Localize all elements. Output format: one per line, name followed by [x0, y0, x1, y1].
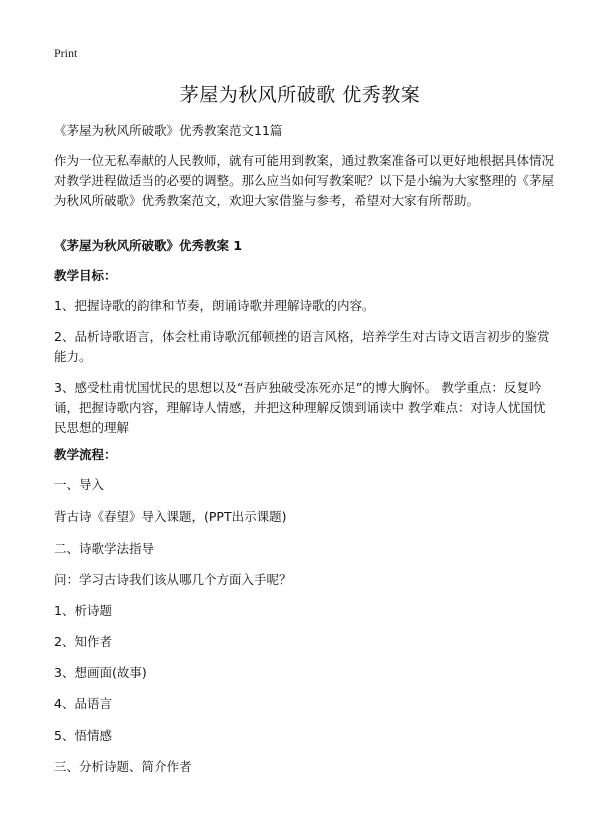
process-step-2: 二、诗歌学法指导 [54, 541, 155, 556]
goal-item-2: 2、品析诗歌语言，体会杜甫诗歌沉郁顿挫的语言风格，培养学生对古诗文语言初步的鉴赏能力。 [54, 329, 550, 364]
method-item-2: 2、知作者 [54, 634, 112, 649]
print-link[interactable]: Print [54, 46, 78, 60]
document-title: 茅屋为秋风所破歌 优秀教案 [179, 84, 421, 106]
process-step-1-detail: 背古诗《春望》导入课题，(PPT出示课题) [54, 509, 287, 524]
goal-item-3: 3、感受杜甫忧国忧民的思想以及“吾庐独破受冻死亦足”的博大胸怀。 教学重点：反复吟诵，把握诗歌内容，理解诗人情感，并把这种理解反馈到诵读中 教学难点：对诗人忧国忧民思想的理解 [54, 380, 546, 435]
process-heading: 教学流程： [54, 447, 117, 462]
goal-item-1: 1、把握诗歌的韵律和节奏，朗诵诗歌并理解诗歌的内容。 [54, 298, 375, 313]
goals-heading: 教学目标： [54, 268, 117, 283]
process-step-1: 一、导入 [54, 477, 105, 492]
intro-paragraph: 作为一位无私奉献的人民教师，就有可能用到教案，通过教案准备可以更好地根据具体情况对教学进程做适当的必要的调整。那么应当如何写教案呢？以下是小编为大家整理的《茅屋为秋风所破歌》优秀教案范文，欢迎大家借鉴与参考，希望对大家有所帮助。 [54, 153, 555, 208]
method-item-4: 4、品语言 [54, 696, 112, 711]
question-text: 问：学习古诗我们该从哪几个方面入手呢？ [54, 572, 292, 587]
section-heading: 《茅屋为秋风所破歌》优秀教案 1 [54, 238, 243, 253]
method-item-3: 3、想画面(故事) [54, 665, 147, 680]
method-item-1: 1、析诗题 [54, 603, 112, 618]
process-step-3: 三、分析诗题、简介作者 [54, 759, 192, 774]
method-item-5: 5、悟情感 [54, 728, 112, 743]
document-subtitle: 《茅屋为秋风所破歌》优秀教案范文11篇 [54, 123, 283, 138]
